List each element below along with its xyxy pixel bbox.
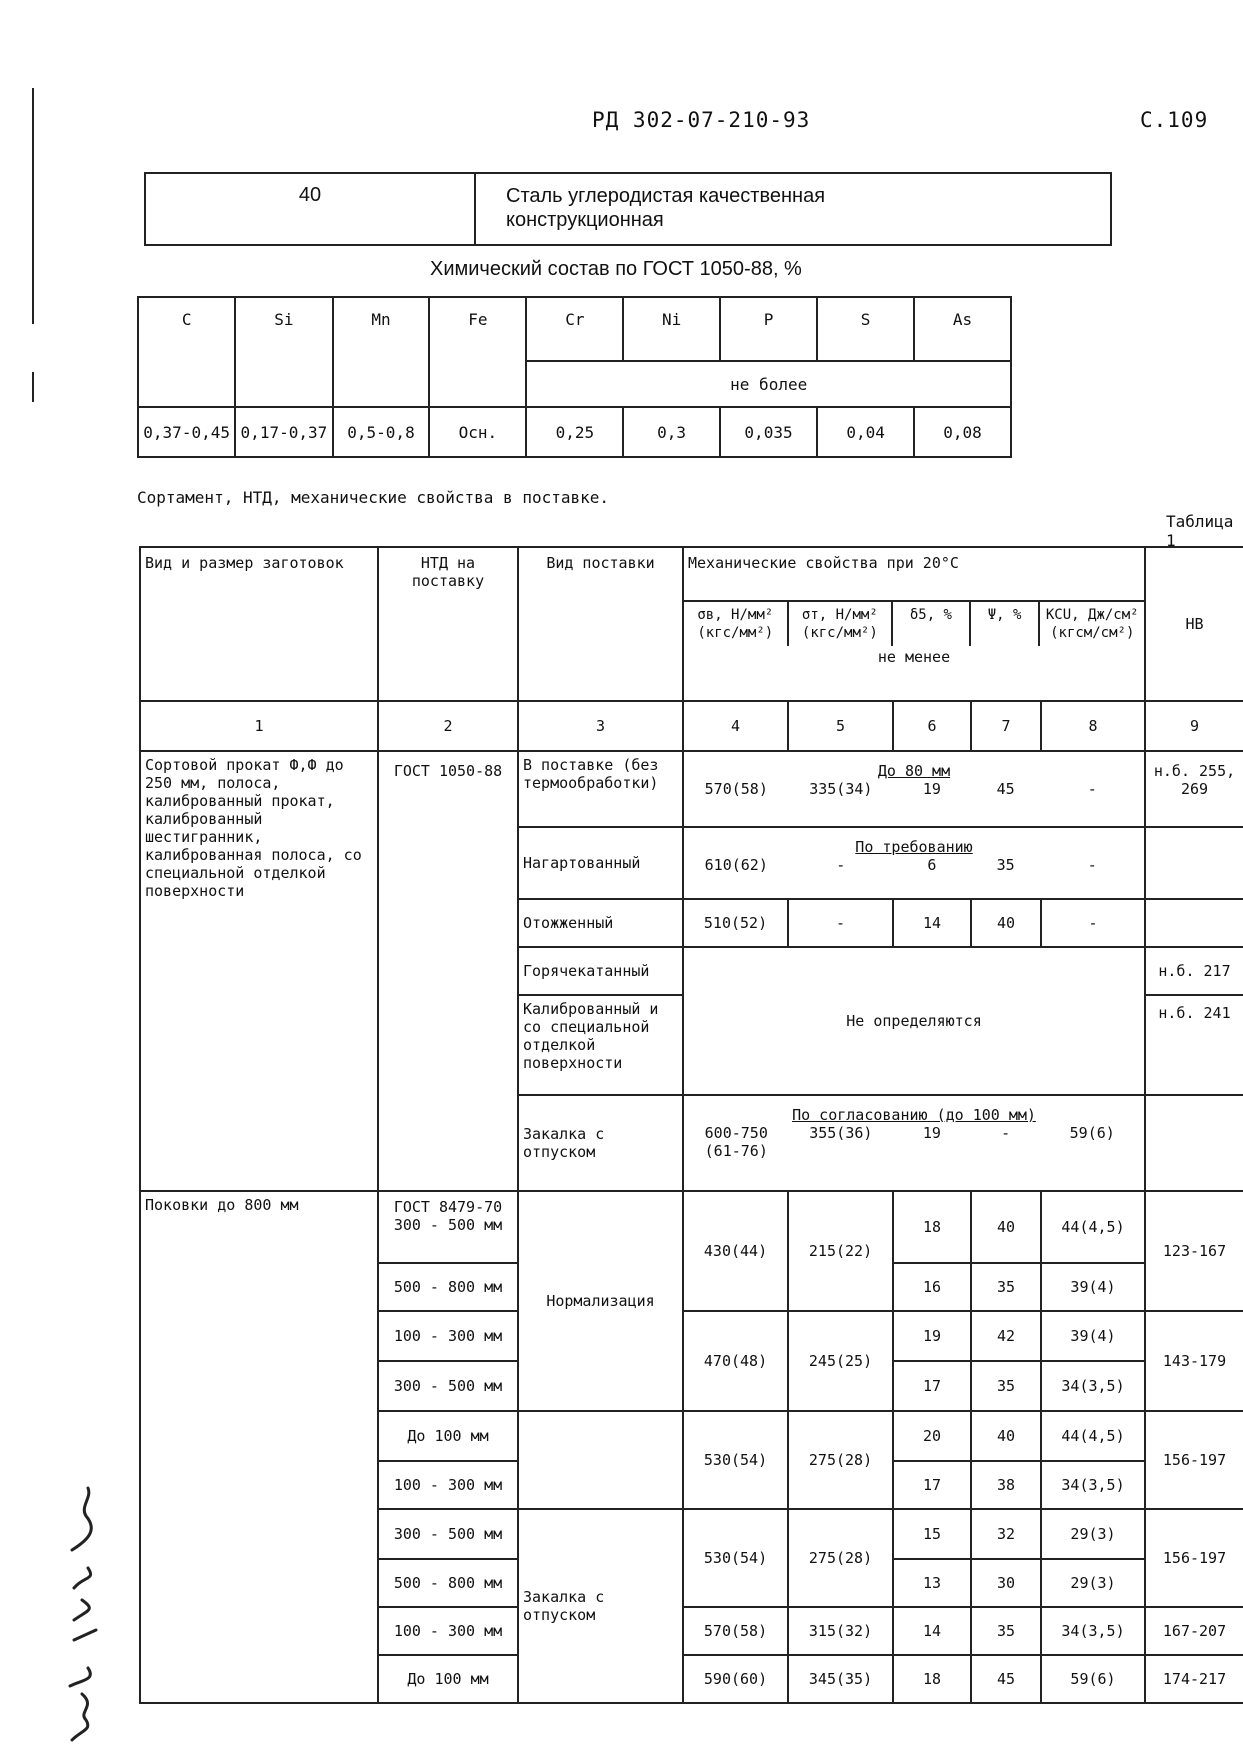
value-p: 0,035 (720, 407, 817, 457)
colnum-5: 5 (788, 701, 893, 751)
margin-line-bottom (32, 372, 34, 402)
forging-sv-g2: 470(48) (683, 1311, 788, 1411)
rolled-hb-6 (1145, 1095, 1243, 1191)
forging-d5-3: 19 (893, 1311, 971, 1361)
forging-d5-4: 17 (893, 1361, 971, 1411)
rolled-delivery-2: Нагартованный (518, 827, 683, 899)
element-p: P (720, 297, 817, 361)
forging-st-g4: 275(28) (788, 1509, 893, 1607)
steel-title-box (144, 172, 1112, 246)
forging-hb-g4: 156-197 (1145, 1509, 1243, 1607)
limit-note: не более (526, 361, 1011, 407)
forging-kcu-3: 39(4) (1041, 1311, 1145, 1361)
forging-psi-3: 42 (971, 1311, 1041, 1361)
rolled-st-6: 355(36) (809, 1124, 873, 1142)
forging-psi-7: 32 (971, 1509, 1041, 1559)
forging-psi-10: 45 (971, 1655, 1041, 1703)
forging-sv-g6: 590(60) (683, 1655, 788, 1703)
header-delivery: Вид поставки (518, 547, 683, 701)
forging-kcu-6: 34(3,5) (1041, 1461, 1145, 1509)
element-c: C (138, 297, 235, 407)
forging-d5-8: 13 (893, 1559, 971, 1607)
forging-hb-g6: 174-217 (1145, 1655, 1243, 1703)
forging-st-g1: 215(22) (788, 1191, 893, 1311)
rolled-psi-1: 45 (996, 780, 1015, 798)
header-d5: δ5, % (893, 602, 971, 646)
forging-psi-5: 40 (971, 1411, 1041, 1461)
rolled-delivery-5: Калиброванный и со специальной отделкой поверхности (518, 995, 683, 1095)
forging-kcu-10: 59(6) (1041, 1655, 1145, 1703)
forging-kcu-1: 44(4,5) (1041, 1191, 1145, 1263)
forging-psi-8: 30 (971, 1559, 1041, 1607)
document-number: РД 302-07-210-93 (592, 108, 811, 132)
rolled-values-6-row (684, 1124, 1144, 1160)
element-s: S (817, 297, 914, 361)
value-cr: 0,25 (526, 407, 623, 457)
value-ni: 0,3 (623, 407, 720, 457)
chem-composition-table (137, 296, 1012, 458)
forging-size-2: 500 - 800 мм (378, 1263, 518, 1311)
forging-st-g3: 275(28) (788, 1411, 893, 1509)
rolled-not-determined: Не определяются (683, 947, 1145, 1095)
rolled-delivery-6: Закалка с отпуском (518, 1095, 683, 1191)
sortament-title: Сортамент, НТД, механические свойства в поставке. (137, 488, 610, 507)
chem-element-row (138, 297, 1011, 361)
table-label: Таблица 1 (1166, 512, 1234, 550)
value-as: 0,08 (914, 407, 1011, 457)
rolled-kcu-2: - (1087, 856, 1097, 874)
rolled-delivery-3: Отожженный (518, 899, 683, 947)
header-kcu: KCU, Дж/см² (кгсм/см²) (1045, 607, 1139, 641)
forging-kcu-4: 34(3,5) (1041, 1361, 1145, 1411)
rolled-kcu-6: 59(6) (1069, 1124, 1115, 1142)
value-mn: 0,5-0,8 (333, 407, 430, 457)
chem-composition-title: Химический состав по ГОСТ 1050-88, % (430, 258, 802, 280)
rolled-values-1 (683, 751, 1145, 827)
rolled-hb-5: н.б. 241 (1145, 995, 1243, 1095)
forging-size-10: До 100 мм (378, 1655, 518, 1703)
header-mech-props: Механические свойства при 20°С (683, 547, 1145, 601)
forging-size-4: 300 - 500 мм (378, 1361, 518, 1411)
rolled-d5-3: 14 (893, 899, 971, 947)
rolled-hb-4: н.б. 217 (1145, 947, 1243, 995)
element-fe: Fe (429, 297, 526, 407)
rolled-kcu-1: - (1087, 780, 1097, 798)
rolled-st-3: - (788, 899, 893, 947)
forging-d5-7: 15 (893, 1509, 971, 1559)
header-min-note: не менее (877, 648, 951, 666)
element-ni: Ni (623, 297, 720, 361)
rolled-hb-2 (1145, 827, 1243, 899)
forging-size-7: 300 - 500 мм (378, 1509, 518, 1559)
element-mn: Mn (333, 297, 430, 407)
steel-name (506, 184, 1066, 232)
rolled-psi-6: - (1001, 1124, 1011, 1142)
rolled-note-1: До 80 мм (877, 762, 951, 780)
rolled-st-1: 335(34) (809, 780, 873, 798)
mechanical-properties-table (139, 546, 1243, 1704)
forging-row-1 (140, 1191, 1243, 1263)
forging-st-g2: 245(25) (788, 1311, 893, 1411)
header-sv: σв, Н/мм² (кгс/мм²) (684, 602, 789, 646)
margin-line-top (32, 88, 34, 324)
rolled-values-1-row (684, 780, 1144, 798)
forging-st-g5: 315(32) (788, 1607, 893, 1655)
header-subcol-row (684, 602, 1144, 646)
forging-size-3: 100 - 300 мм (378, 1311, 518, 1361)
colnum-2: 2 (378, 701, 518, 751)
colnum-4: 4 (683, 701, 788, 751)
forging-kcu-2: 39(4) (1041, 1263, 1145, 1311)
forging-sv-g4: 530(54) (683, 1509, 788, 1607)
rolled-psi-3: 40 (971, 899, 1041, 947)
forging-d5-5: 20 (893, 1411, 971, 1461)
forging-size-1-text: 300 - 500 мм (393, 1216, 503, 1234)
forging-hb-g5: 167-207 (1145, 1607, 1243, 1655)
page-number: С.109 (1140, 108, 1209, 132)
rolled-row-1 (140, 751, 1243, 827)
forging-delivery-normalization: Нормализация (518, 1191, 683, 1411)
rolled-st-2: - (836, 856, 846, 874)
rolled-values-6 (683, 1095, 1145, 1191)
rolled-hb-3 (1145, 899, 1243, 947)
forging-kcu-9: 34(3,5) (1041, 1607, 1145, 1655)
forging-size-6: 100 - 300 мм (378, 1461, 518, 1509)
rolled-sv-6: 600-750 (61-76) (704, 1124, 768, 1160)
rolled-d5-6: 19 (922, 1124, 941, 1142)
rolled-d5-1: 19 (922, 780, 941, 798)
forging-hb-g1: 123-167 (1145, 1191, 1243, 1311)
column-number-row (140, 701, 1243, 751)
forging-size-5: До 100 мм (378, 1411, 518, 1461)
forging-blank: Поковки до 800 мм (140, 1191, 378, 1703)
rolled-hb-1: н.б. 255, 269 (1145, 751, 1243, 827)
forging-psi-9: 35 (971, 1607, 1041, 1655)
rolled-sv-2: 610(62) (704, 856, 768, 874)
steel-grade: 40 (146, 174, 476, 244)
forging-kcu-5: 44(4,5) (1041, 1411, 1145, 1461)
colnum-3: 3 (518, 701, 683, 751)
rolled-note-6: По согласованию (до 100 мм) (792, 1106, 1036, 1124)
forging-delivery-qt: Закалка с отпуском (518, 1509, 683, 1703)
value-fe: Осн. (429, 407, 526, 457)
forging-d5-6: 17 (893, 1461, 971, 1509)
header-psi: Ψ, % (971, 602, 1041, 646)
header-st: σт, Н/мм² (кгс/мм²) (789, 602, 894, 646)
rolled-kcu-3: - (1041, 899, 1145, 947)
rolled-delivery-1: В поставке (без термообработки) (518, 751, 683, 827)
header-row-1 (140, 547, 1243, 601)
forging-size-8: 500 - 800 мм (378, 1559, 518, 1607)
header-subcols (683, 601, 1145, 701)
forging-sv-g1: 430(44) (683, 1191, 788, 1311)
colnum-8: 8 (1041, 701, 1145, 751)
rolled-blank: Сортовой прокат Ф,Ф до 250 мм, полоса, калиброванный прокат, калиброванный шестигранник, калиброванная полоса, со специальной отделкой поверхности (140, 751, 378, 1191)
element-as: As (914, 297, 1011, 361)
forging-d5-2: 16 (893, 1263, 971, 1311)
forging-kcu-8: 29(3) (1041, 1559, 1145, 1607)
rolled-d5-2: 6 (927, 856, 937, 874)
rolled-psi-2: 35 (996, 856, 1015, 874)
steel-name-line1: Сталь углеродистая качественная (506, 185, 826, 207)
forging-psi-6: 38 (971, 1461, 1041, 1509)
forging-delivery-blank (518, 1411, 683, 1509)
element-si: Si (235, 297, 332, 407)
value-s: 0,04 (817, 407, 914, 457)
forging-size-9: 100 - 300 мм (378, 1607, 518, 1655)
forging-psi-1: 40 (971, 1191, 1041, 1263)
rolled-sv-1: 570(58) (704, 780, 768, 798)
colnum-7: 7 (971, 701, 1041, 751)
colnum-6: 6 (893, 701, 971, 751)
forging-ntd: ГОСТ 8479-70 (393, 1198, 503, 1216)
forging-psi-4: 35 (971, 1361, 1041, 1411)
forging-kcu-7: 29(3) (1041, 1509, 1145, 1559)
forging-hb-g3: 156-197 (1145, 1411, 1243, 1509)
rolled-delivery-4: Горячекатанный (518, 947, 683, 995)
header-blank: Вид и размер заготовок (140, 547, 378, 701)
rolled-values-2-row (684, 856, 1144, 874)
forging-hb-g2: 143-179 (1145, 1311, 1243, 1411)
rolled-sv-3: 510(52) (683, 899, 788, 947)
value-c: 0,37-0,45 (138, 407, 235, 457)
rolled-note-2: По требованию (855, 838, 973, 856)
colnum-9: 9 (1145, 701, 1243, 751)
forging-size-1 (378, 1191, 518, 1263)
forging-d5-10: 18 (893, 1655, 971, 1703)
header-ntd: НТД на поставку (378, 547, 518, 701)
steel-name-line2: конструкционная (506, 209, 664, 231)
element-cr: Cr (526, 297, 623, 361)
value-si: 0,17-0,37 (235, 407, 332, 457)
forging-psi-2: 35 (971, 1263, 1041, 1311)
rolled-ntd: ГОСТ 1050-88 (378, 751, 518, 1191)
forging-st-g6: 345(35) (788, 1655, 893, 1703)
chem-value-row (138, 407, 1011, 457)
forging-sv-g5: 570(58) (683, 1607, 788, 1655)
forging-d5-9: 14 (893, 1607, 971, 1655)
handwritten-note-drawing (52, 1480, 112, 1750)
rolled-values-2 (683, 827, 1145, 899)
forging-d5-1: 18 (893, 1191, 971, 1263)
header-hb: НВ (1145, 547, 1243, 701)
colnum-1: 1 (140, 701, 378, 751)
forging-sv-g3: 530(54) (683, 1411, 788, 1509)
